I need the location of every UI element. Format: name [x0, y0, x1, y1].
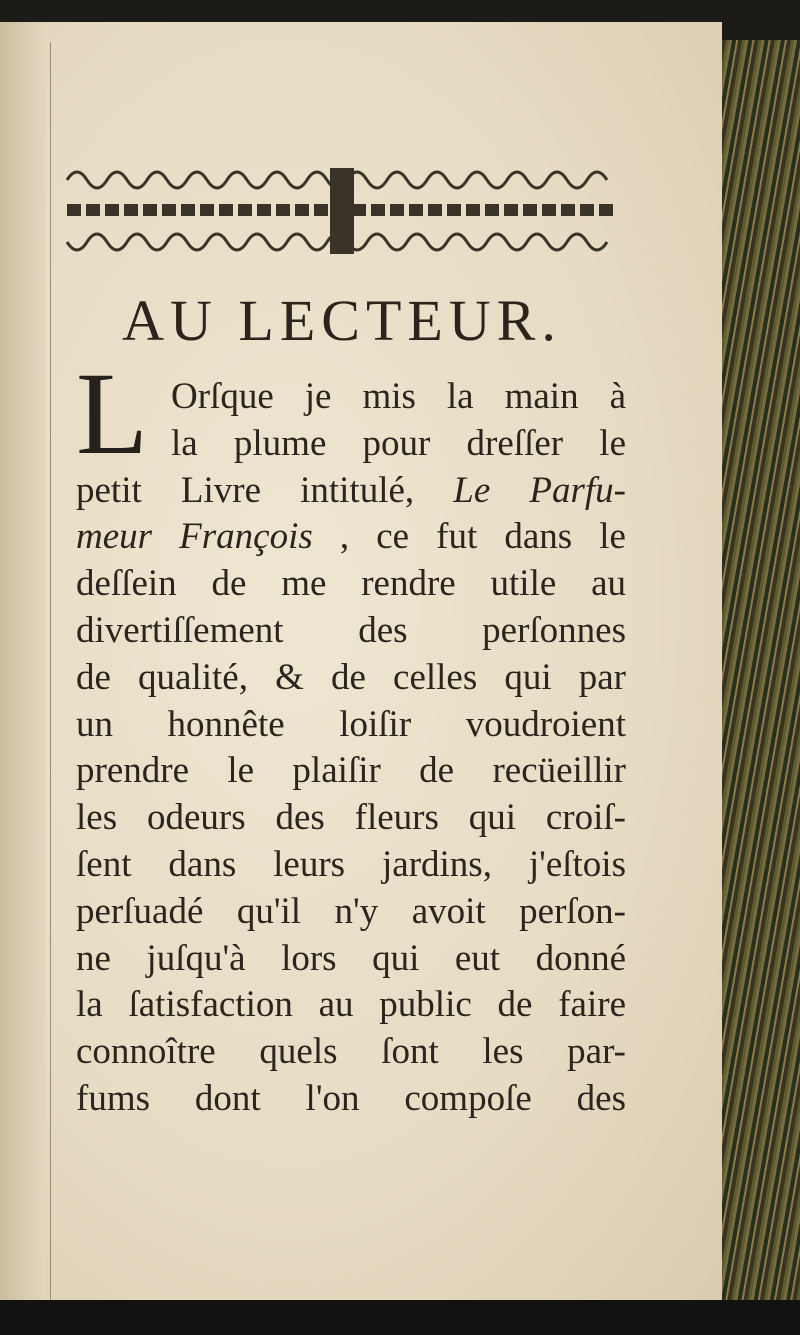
text-line: divertiſſement des perſonnes [76, 609, 626, 651]
text-line: connoître quels ſont les par- [76, 1031, 626, 1073]
text-line: meur François , ce fut dans le [76, 516, 626, 558]
text-line: la ſatisfaction au public de faire [76, 984, 626, 1026]
text-line: ne juſqu'à lors qui eut donné [76, 937, 626, 979]
printer-ornament-band [62, 160, 622, 262]
gutter-line [50, 42, 51, 1312]
italic-title: meur François [76, 516, 313, 558]
text-line: Orſque je mis la main à [171, 376, 626, 417]
text-line: un honnête loiſir voudroient [76, 703, 626, 745]
text-line: deſſein de me rendre utile au [76, 563, 626, 605]
book-bottom-edge [0, 1300, 800, 1335]
page-edges [722, 40, 800, 1300]
text-line: perſuadé qu'il n'y avoit perſon- [76, 890, 626, 932]
text-line: les odeurs des fleurs qui croiſ- [76, 797, 626, 839]
text-line: ſent dans leurs jardins, j'eſtois [76, 843, 626, 885]
book-page [0, 22, 722, 1312]
page-title: AU LECTEUR. [122, 288, 562, 353]
text-line: petit Livre intitulé, Le Parfu- [76, 469, 626, 511]
body-text [76, 374, 626, 1123]
text-line: prendre le plaiſir de recüeillir [76, 750, 626, 792]
text-line: la plume pour dreſſer le [171, 422, 626, 464]
text-line: fums dont l'on compoſe des [76, 1077, 626, 1119]
text-line: de qualité, & de celles qui par [76, 656, 626, 698]
page-gutter [0, 22, 46, 1312]
drop-cap: L [76, 348, 149, 479]
italic-title: Le Parfu- [453, 469, 626, 511]
